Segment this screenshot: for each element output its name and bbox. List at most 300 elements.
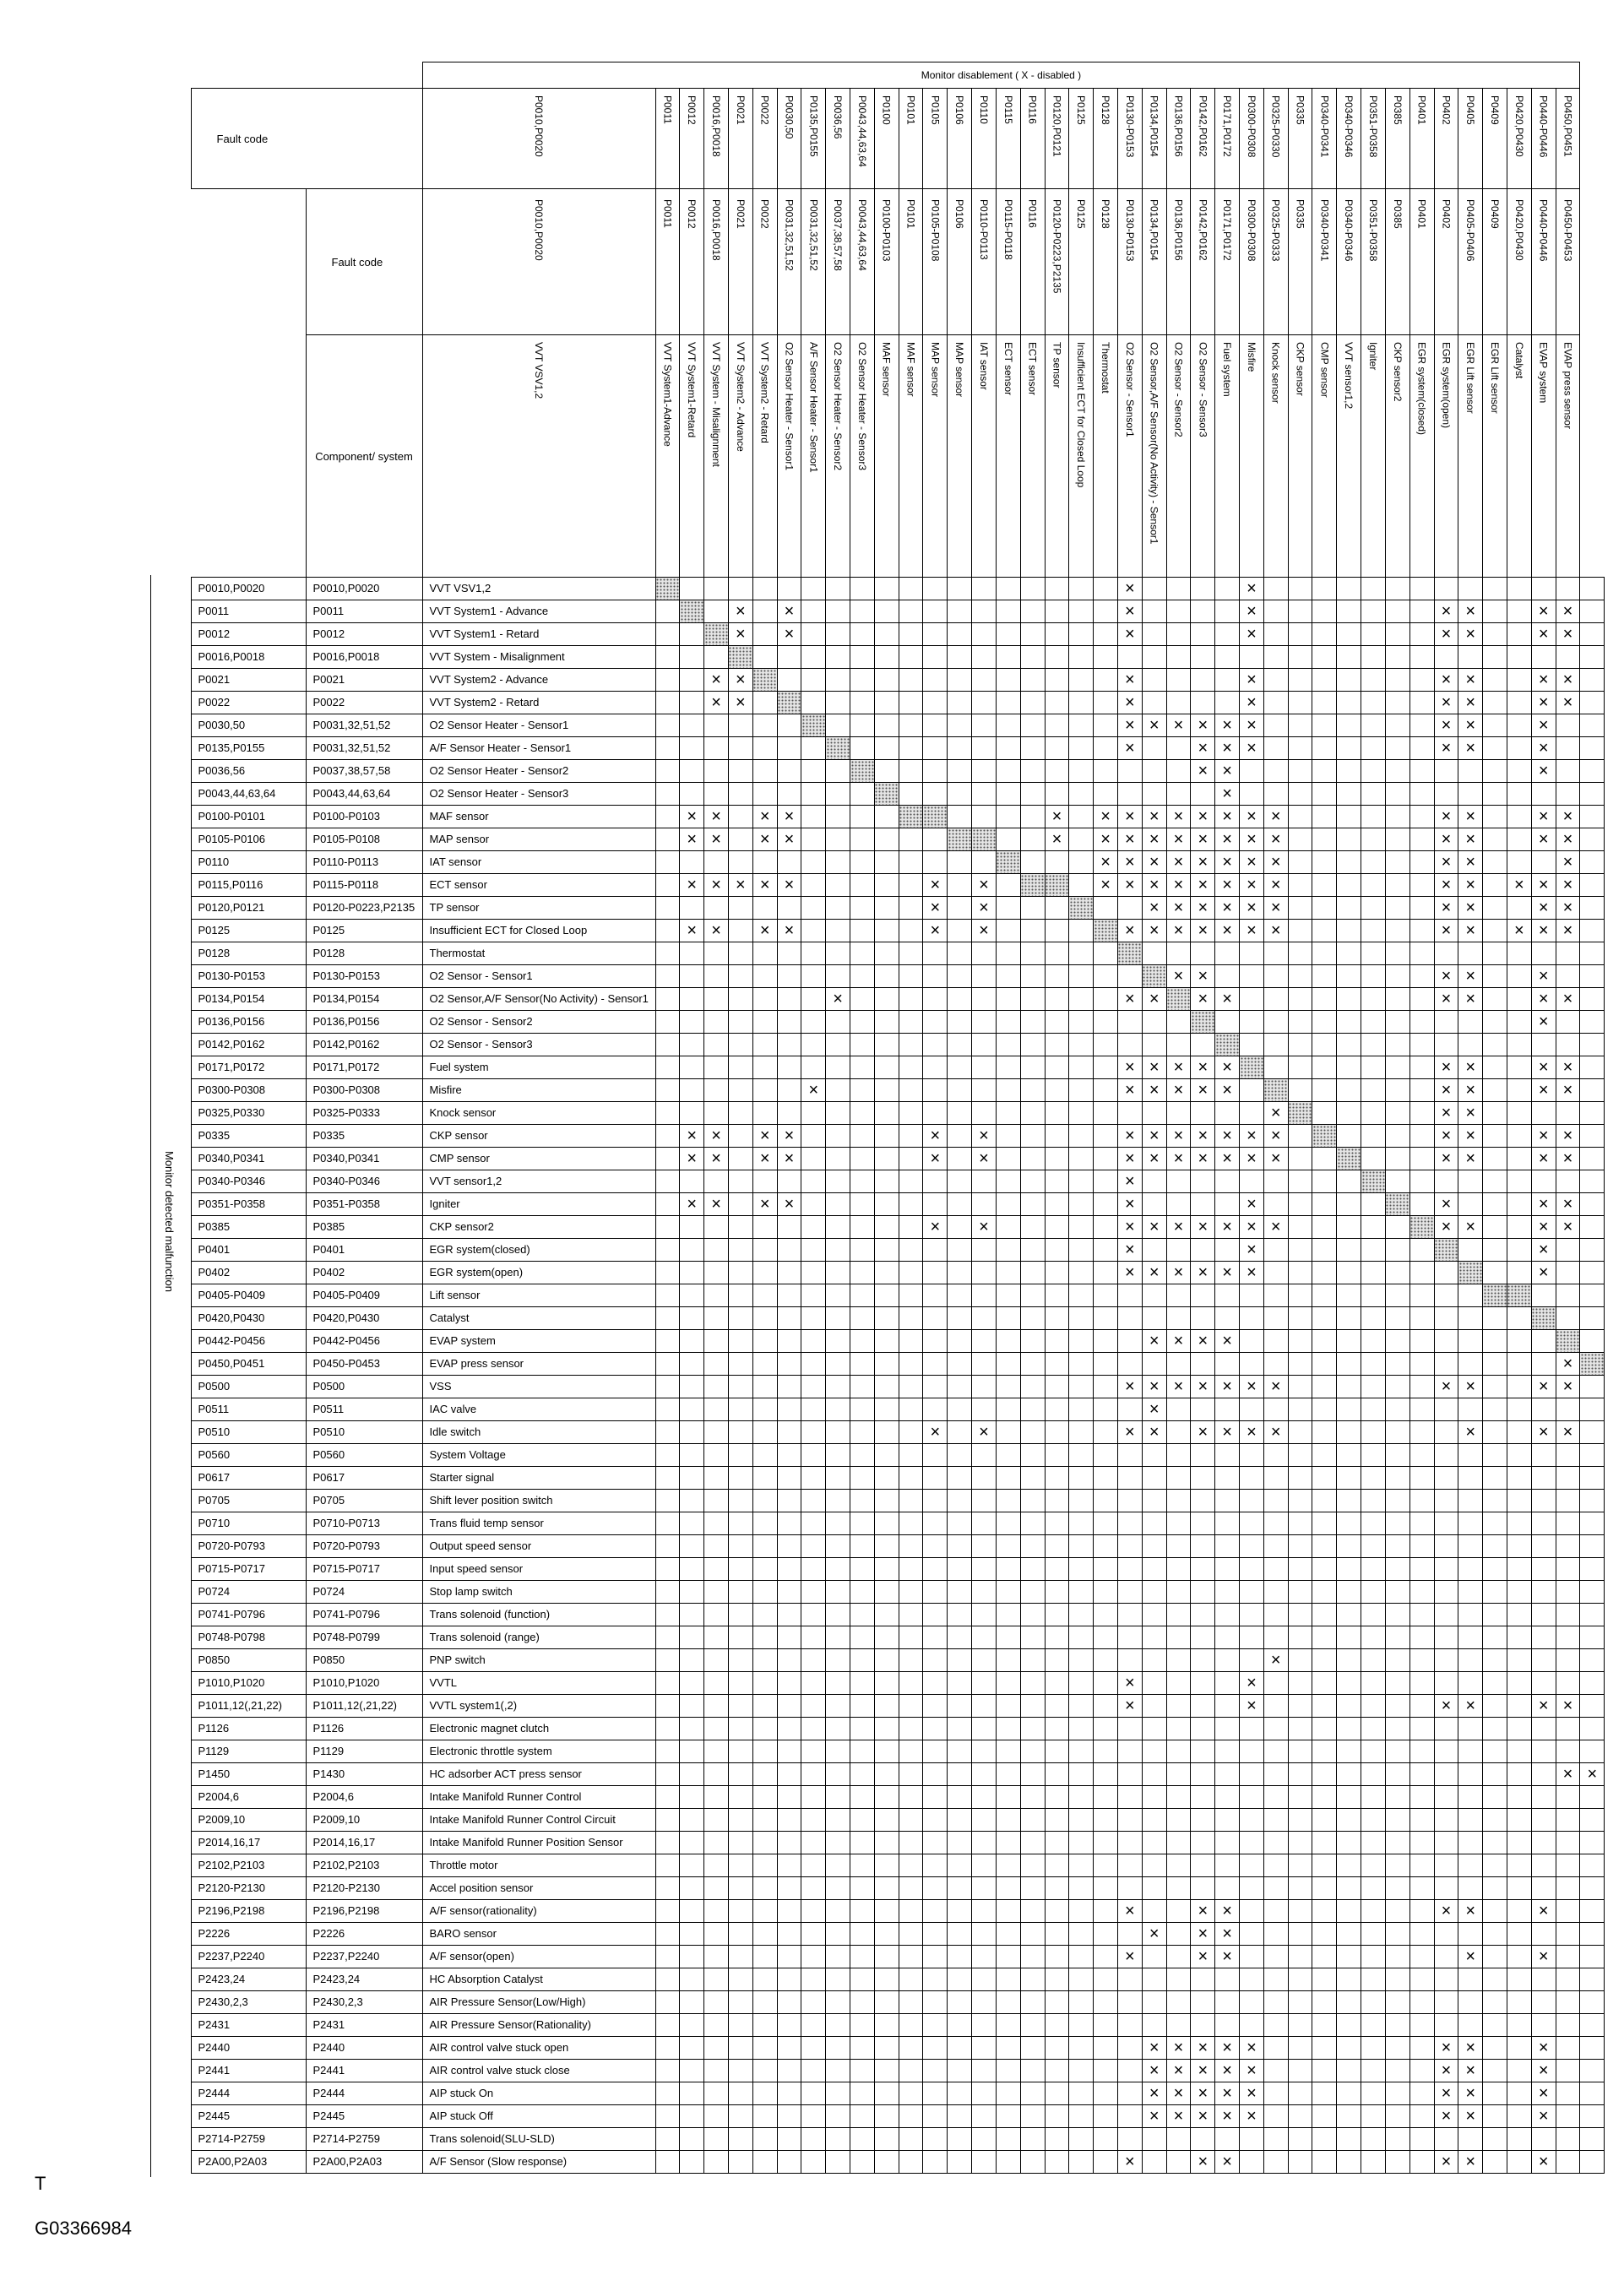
- matrix-cell: [1142, 1854, 1166, 1877]
- matrix-cell: [948, 783, 972, 806]
- matrix-cell: [752, 1786, 777, 1809]
- row-fault-code: P0617: [191, 1467, 306, 1490]
- matrix-cell: [1166, 1421, 1191, 1444]
- matrix-cell: [1385, 1034, 1409, 1056]
- matrix-cell: [1434, 1512, 1458, 1535]
- matrix-cell: [777, 2060, 801, 2082]
- disabled-mark: ×: [1434, 1900, 1458, 1923]
- matrix-cell: [899, 1148, 923, 1170]
- matrix-cell: [1409, 1102, 1434, 1125]
- col-header-component-text: Thermostat: [1100, 342, 1112, 394]
- matrix-cell: [1240, 942, 1264, 965]
- matrix-cell: [1361, 1398, 1386, 1421]
- disabled-mark: ×: [1458, 988, 1483, 1011]
- matrix-cell: [752, 760, 777, 783]
- matrix-cell: [1556, 714, 1580, 737]
- row-fault-code: P2004,6: [191, 1786, 306, 1809]
- row-fault-code-2: P0724: [306, 1581, 422, 1604]
- disabled-mark: ×: [1191, 760, 1215, 783]
- matrix-cell: [1580, 920, 1605, 942]
- disabled-mark: ×: [1240, 828, 1264, 851]
- matrix-cell: [1069, 1193, 1094, 1216]
- matrix-cell: [1094, 1786, 1118, 1809]
- disabled-mark: ×: [1556, 1376, 1580, 1398]
- matrix-cell: [1288, 1581, 1312, 1604]
- matrix-cell: [1507, 1968, 1531, 1991]
- matrix-cell: [704, 1467, 729, 1490]
- matrix-cell: [801, 1490, 826, 1512]
- matrix-cell: [752, 714, 777, 737]
- disabled-mark: ×: [1094, 851, 1118, 874]
- matrix-cell: [1263, 2128, 1288, 2151]
- matrix-cell: [850, 783, 875, 806]
- disabled-mark: ×: [1117, 1421, 1142, 1444]
- disabled-mark: ×: [1191, 828, 1215, 851]
- matrix-cell: [1215, 1718, 1240, 1740]
- matrix-cell: [996, 806, 1020, 828]
- row-component: EGR system(open): [422, 1262, 655, 1284]
- matrix-cell: [1531, 1467, 1556, 1490]
- matrix-cell: [1483, 1718, 1507, 1740]
- matrix-cell: [1020, 1490, 1045, 1512]
- matrix-cell: [801, 1034, 826, 1056]
- matrix-cell: [923, 1490, 948, 1512]
- matrix-cell: [1069, 1330, 1094, 1353]
- matrix-cell: [1361, 851, 1386, 874]
- matrix-cell: [752, 1718, 777, 1740]
- matrix-cell: [1580, 714, 1605, 737]
- matrix-cell: [850, 828, 875, 851]
- matrix-cell: [1458, 942, 1483, 965]
- row-component: O2 Sensor,A/F Sensor(No Activity) - Sensor1: [422, 988, 655, 1011]
- matrix-cell: [655, 1079, 680, 1102]
- disabled-mark: ×: [704, 920, 729, 942]
- matrix-cell: [1240, 1763, 1264, 1786]
- disabled-mark: ×: [1166, 828, 1191, 851]
- matrix-cell: [1409, 1581, 1434, 1604]
- row-fault-code: P0705: [191, 1490, 306, 1512]
- col-header-fault-code-2: [948, 189, 972, 335]
- col-header-fault-code-2: [422, 189, 655, 335]
- disabled-mark: ×: [923, 1421, 948, 1444]
- col-header-fault-code: [923, 89, 948, 189]
- matrix-cell: [1094, 600, 1118, 623]
- matrix-cell: [1069, 1558, 1094, 1581]
- disabled-mark: ×: [1045, 806, 1069, 828]
- row-fault-code: P1010,P1020: [191, 1672, 306, 1695]
- matrix-cell: [1094, 988, 1118, 1011]
- matrix-cell: [728, 1467, 752, 1490]
- matrix-cell: [1409, 1079, 1434, 1102]
- matrix-cell: [680, 1512, 704, 1535]
- matrix-cell: [1288, 1193, 1312, 1216]
- disabled-mark: ×: [1263, 1148, 1288, 1170]
- matrix-cell: [801, 1900, 826, 1923]
- matrix-cell: [1361, 1284, 1386, 1307]
- matrix-cell: [1215, 965, 1240, 988]
- matrix-cell: [1385, 1968, 1409, 1991]
- matrix-cell: [1385, 1421, 1409, 1444]
- disabled-mark: ×: [1556, 1148, 1580, 1170]
- matrix-cell: [1142, 646, 1166, 669]
- disabled-mark: ×: [1531, 714, 1556, 737]
- matrix-cell: [948, 1125, 972, 1148]
- matrix-cell: [1337, 1832, 1361, 1854]
- disabled-mark: ×: [972, 897, 997, 920]
- matrix-cell: [1094, 1239, 1118, 1262]
- row-component: Igniter: [422, 1193, 655, 1216]
- matrix-cell: [850, 1444, 875, 1467]
- col-header-fault-code-2-text: P0011: [661, 199, 674, 228]
- matrix-cell: [1094, 669, 1118, 692]
- matrix-cell: [1020, 1284, 1045, 1307]
- matrix-cell: [1409, 1376, 1434, 1398]
- matrix-cell: [996, 1558, 1020, 1581]
- matrix-cell: [1069, 2060, 1094, 2082]
- matrix-cell: [801, 1946, 826, 1968]
- matrix-cell: [1312, 965, 1337, 988]
- disabled-mark: ×: [680, 828, 704, 851]
- matrix-cell: [1288, 1718, 1312, 1740]
- matrix-cell: [1069, 1900, 1094, 1923]
- matrix-cell: [1288, 760, 1312, 783]
- matrix-cell: [923, 760, 948, 783]
- col-header-fault-code-text: P0300-P0308: [1245, 95, 1257, 158]
- matrix-cell: [1117, 1923, 1142, 1946]
- matrix-cell: [1263, 737, 1288, 760]
- col-header-fault-code-2-text: P0385: [1391, 199, 1404, 229]
- row-component: Catalyst: [422, 1307, 655, 1330]
- col-header-fault-code-text: P0130-P0153: [1123, 95, 1136, 158]
- matrix-cell: [728, 1968, 752, 1991]
- diagonal-cell: [680, 600, 704, 623]
- matrix-cell: [1191, 1877, 1215, 1900]
- disabled-mark: ×: [1215, 897, 1240, 920]
- matrix-cell: [680, 669, 704, 692]
- row-fault-code: P0016,P0018: [191, 646, 306, 669]
- matrix-cell: [1045, 1148, 1069, 1170]
- matrix-cell: [1263, 1718, 1288, 1740]
- matrix-cell: [1531, 1284, 1556, 1307]
- matrix-cell: [1069, 2151, 1094, 2174]
- col-header-fault-code-2: [1288, 189, 1312, 335]
- matrix-cell: [1312, 1946, 1337, 1968]
- matrix-cell: [972, 1786, 997, 1809]
- matrix-cell: [1191, 1718, 1215, 1740]
- matrix-cell: [704, 1900, 729, 1923]
- matrix-cell: [923, 1353, 948, 1376]
- matrix-cell: [1361, 1307, 1386, 1330]
- matrix-cell: [972, 1376, 997, 1398]
- matrix-cell: [1263, 2151, 1288, 2174]
- matrix-cell: [972, 1467, 997, 1490]
- matrix-cell: [1117, 1786, 1142, 1809]
- diagonal-cell: [923, 806, 948, 828]
- table-row: [150, 1649, 1605, 1672]
- matrix-cell: [680, 1056, 704, 1079]
- disabled-mark: ×: [1458, 2037, 1483, 2060]
- matrix-cell: [1531, 1353, 1556, 1376]
- matrix-cell: [801, 1125, 826, 1148]
- matrix-cell: [948, 1809, 972, 1832]
- disabled-mark: ×: [1531, 828, 1556, 851]
- matrix-cell: [1385, 692, 1409, 714]
- col-header-fault-code: [1117, 89, 1142, 189]
- matrix-cell: [1361, 1877, 1386, 1900]
- matrix-cell: [1117, 1512, 1142, 1535]
- matrix-cell: [1361, 1991, 1386, 2014]
- matrix-cell: [1483, 1649, 1507, 1672]
- row-fault-code: P0115,P0116: [191, 874, 306, 897]
- matrix-cell: [704, 1763, 729, 1786]
- matrix-cell: [850, 692, 875, 714]
- disabled-mark: ×: [1458, 1421, 1483, 1444]
- matrix-cell: [1020, 1649, 1045, 1672]
- matrix-cell: [850, 1056, 875, 1079]
- matrix-cell: [728, 1102, 752, 1125]
- matrix-cell: [801, 737, 826, 760]
- matrix-cell: [1434, 1740, 1458, 1763]
- disabled-mark: ×: [1434, 1695, 1458, 1718]
- matrix-cell: [899, 692, 923, 714]
- matrix-cell: [1434, 1011, 1458, 1034]
- matrix-cell: [1483, 2105, 1507, 2128]
- disabled-mark: ×: [1458, 965, 1483, 988]
- table-row: [150, 1193, 1605, 1216]
- matrix-cell: [1240, 1786, 1264, 1809]
- matrix-cell: [923, 1170, 948, 1193]
- col-header-fault-code-2: [1240, 189, 1264, 335]
- row-component: MAP sensor: [422, 828, 655, 851]
- matrix-cell: [923, 692, 948, 714]
- col-header-component-text: EGR Lift sensor: [1464, 342, 1477, 414]
- matrix-cell: [1094, 1490, 1118, 1512]
- matrix-cell: [1191, 1604, 1215, 1626]
- matrix-cell: [1045, 1649, 1069, 1672]
- disabled-mark: ×: [777, 1125, 801, 1148]
- matrix-cell: [1142, 1558, 1166, 1581]
- col-header-fault-code-2-text: P0351-P0358: [1366, 199, 1379, 262]
- matrix-cell: [1385, 1535, 1409, 1558]
- matrix-cell: [972, 965, 997, 988]
- matrix-cell: [728, 1216, 752, 1239]
- matrix-cell: [1240, 1467, 1264, 1490]
- matrix-cell: [1215, 1968, 1240, 1991]
- matrix-cell: [850, 1034, 875, 1056]
- matrix-cell: [948, 806, 972, 828]
- matrix-cell: [752, 1991, 777, 2014]
- disabled-mark: ×: [1215, 1216, 1240, 1239]
- matrix-cell: [996, 988, 1020, 1011]
- matrix-cell: [1263, 1923, 1288, 1946]
- disabled-mark: ×: [1191, 1079, 1215, 1102]
- matrix-cell: [1240, 1718, 1264, 1740]
- disabled-mark: ×: [1458, 1695, 1483, 1718]
- matrix-cell: [1312, 828, 1337, 851]
- disabled-mark: ×: [728, 692, 752, 714]
- matrix-cell: [850, 1672, 875, 1695]
- matrix-cell: [850, 1649, 875, 1672]
- matrix-cell: [655, 623, 680, 646]
- matrix-cell: [704, 714, 729, 737]
- matrix-cell: [1385, 1991, 1409, 2014]
- matrix-cell: [1337, 1376, 1361, 1398]
- col-header-fault-code: [1361, 89, 1386, 189]
- matrix-cell: [1045, 737, 1069, 760]
- matrix-cell: [1263, 1968, 1288, 1991]
- matrix-cell: [972, 2060, 997, 2082]
- matrix-cell: [1312, 1307, 1337, 1330]
- matrix-cell: [1312, 1239, 1337, 1262]
- matrix-cell: [996, 1490, 1020, 1512]
- matrix-cell: [1215, 646, 1240, 669]
- matrix-cell: [1142, 692, 1166, 714]
- matrix-cell: [1507, 692, 1531, 714]
- monitor-title: Monitor disablement ( X - disabled ): [422, 62, 1580, 89]
- matrix-cell: [1531, 1581, 1556, 1604]
- col-header-fault-code-2: [1117, 189, 1142, 335]
- matrix-cell: [704, 1718, 729, 1740]
- matrix-cell: [874, 806, 899, 828]
- matrix-cell: [1288, 1262, 1312, 1284]
- matrix-cell: [1240, 1353, 1264, 1376]
- col-header-fault-code-text: P0136,P0156: [1172, 95, 1185, 157]
- matrix-cell: [1094, 1330, 1118, 1353]
- matrix-cell: [752, 646, 777, 669]
- col-header-fault-code-text: P0125: [1075, 95, 1088, 125]
- matrix-cell: [1117, 646, 1142, 669]
- disabled-mark: ×: [1434, 2037, 1458, 2060]
- matrix-cell: [1142, 1877, 1166, 1900]
- matrix-cell: [1045, 1011, 1069, 1034]
- matrix-cell: [874, 1125, 899, 1148]
- matrix-cell: [1361, 1763, 1386, 1786]
- matrix-cell: [1580, 1034, 1605, 1056]
- matrix-cell: [972, 2014, 997, 2037]
- matrix-cell: [1483, 646, 1507, 669]
- matrix-cell: [1191, 1854, 1215, 1877]
- matrix-cell: [1337, 1512, 1361, 1535]
- matrix-cell: [899, 669, 923, 692]
- matrix-cell: [1117, 1649, 1142, 1672]
- row-component: Starter signal: [422, 1467, 655, 1490]
- matrix-cell: [850, 1148, 875, 1170]
- matrix-cell: [1409, 1877, 1434, 1900]
- matrix-cell: [826, 600, 850, 623]
- row-fault-code: P0136,P0156: [191, 1011, 306, 1034]
- matrix-cell: [1312, 1649, 1337, 1672]
- matrix-cell: [1069, 1102, 1094, 1125]
- matrix-cell: [1215, 1102, 1240, 1125]
- matrix-cell: [1385, 646, 1409, 669]
- col-header-component: [1556, 335, 1580, 578]
- matrix-cell: [874, 1718, 899, 1740]
- matrix-cell: [1434, 1718, 1458, 1740]
- disabled-mark: ×: [1556, 828, 1580, 851]
- matrix-cell: [1337, 1216, 1361, 1239]
- matrix-cell: [704, 1854, 729, 1877]
- matrix-cell: [1094, 2105, 1118, 2128]
- disabled-mark: ×: [1191, 2037, 1215, 2060]
- col-header-fault-code: [1215, 89, 1240, 189]
- matrix-cell: [923, 1672, 948, 1695]
- matrix-cell: [655, 1740, 680, 1763]
- col-header-fault-code-2-text: P0043,44,63,64: [855, 199, 868, 271]
- matrix-cell: [655, 760, 680, 783]
- matrix-cell: [1020, 1216, 1045, 1239]
- row-fault-code: P2237,P2240: [191, 1946, 306, 1968]
- matrix-cell: [728, 1832, 752, 1854]
- matrix-cell: [777, 578, 801, 600]
- disabled-mark: ×: [1215, 1056, 1240, 1079]
- matrix-cell: [1507, 1239, 1531, 1262]
- matrix-cell: [655, 806, 680, 828]
- matrix-cell: [874, 1626, 899, 1649]
- matrix-cell: [728, 1626, 752, 1649]
- matrix-cell: [1117, 1444, 1142, 1467]
- col-header-fault-code: [422, 89, 655, 189]
- row-fault-code-2: P0850: [306, 1649, 422, 1672]
- disabled-mark: ×: [752, 874, 777, 897]
- disabled-mark: ×: [1117, 1900, 1142, 1923]
- row-component: A/F Sensor Heater - Sensor1: [422, 737, 655, 760]
- disabled-mark: ×: [1094, 806, 1118, 828]
- matrix-cell: [680, 1034, 704, 1056]
- matrix-cell: [1069, 1034, 1094, 1056]
- row-fault-code: P0748-P0798: [191, 1626, 306, 1649]
- matrix-cell: [1312, 1376, 1337, 1398]
- matrix-cell: [1215, 1740, 1240, 1763]
- matrix-cell: [777, 1216, 801, 1239]
- matrix-cell: [1312, 1626, 1337, 1649]
- matrix-cell: [1215, 1284, 1240, 1307]
- matrix-cell: [1361, 1604, 1386, 1626]
- matrix-cell: [1240, 1034, 1264, 1056]
- matrix-cell: [680, 578, 704, 600]
- matrix-cell: [1385, 1170, 1409, 1193]
- matrix-cell: [801, 1535, 826, 1558]
- matrix-cell: [1045, 760, 1069, 783]
- disabled-mark: ×: [1434, 623, 1458, 646]
- matrix-cell: [704, 2128, 729, 2151]
- matrix-cell: [1458, 783, 1483, 806]
- matrix-cell: [1531, 1512, 1556, 1535]
- matrix-cell: [850, 851, 875, 874]
- matrix-cell: [1094, 1604, 1118, 1626]
- matrix-cell: [972, 1262, 997, 1284]
- disabled-mark: ×: [1215, 2105, 1240, 2128]
- matrix-cell: [1556, 1877, 1580, 1900]
- matrix-cell: [1312, 669, 1337, 692]
- matrix-cell: [1434, 1034, 1458, 1056]
- matrix-cell: [680, 1923, 704, 1946]
- matrix-cell: [1069, 2014, 1094, 2037]
- disabled-mark: ×: [1166, 714, 1191, 737]
- matrix-cell: [1240, 988, 1264, 1011]
- matrix-cell: [826, 1444, 850, 1467]
- matrix-cell: [752, 783, 777, 806]
- matrix-cell: [874, 1056, 899, 1079]
- disabled-mark: ×: [1458, 1056, 1483, 1079]
- matrix-cell: [1361, 669, 1386, 692]
- disabled-mark: ×: [1458, 1376, 1483, 1398]
- matrix-cell: [680, 2105, 704, 2128]
- matrix-cell: [1312, 2082, 1337, 2105]
- matrix-cell: [1507, 1649, 1531, 1672]
- matrix-cell: [1263, 1353, 1288, 1376]
- matrix-cell: [1434, 1398, 1458, 1421]
- matrix-cell: [1312, 1216, 1337, 1239]
